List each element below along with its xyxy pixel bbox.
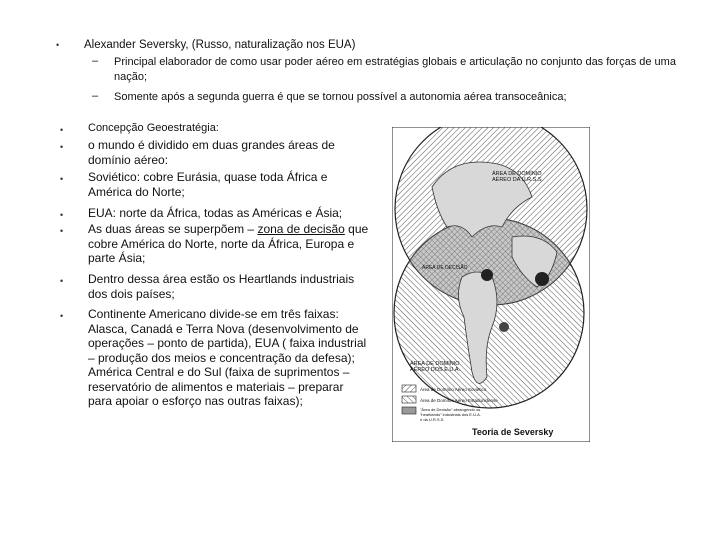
dash-1: –: [92, 55, 99, 67]
bullet-point-1: •: [60, 142, 64, 152]
label-decision: ÁREA DE DECISÃO: [422, 265, 468, 271]
point-world-divided: o mundo é dividido em duas grandes áreas de domínio aéreo:: [88, 138, 335, 167]
bullet-point-3: •: [60, 210, 64, 220]
bullet-point-2: •: [60, 174, 64, 184]
bullet-header: •: [56, 40, 60, 50]
overlap-text-before: As duas áreas se superpõem –: [88, 222, 258, 236]
bullet-point-5: •: [60, 276, 64, 286]
bullet-point-6: •: [60, 311, 64, 321]
decision-zone-term: zona de decisão: [257, 222, 345, 236]
header-title: Alexander Seversky, (Russo, naturalização nos EUA): [84, 39, 356, 51]
south-marker: [499, 322, 509, 332]
legend-decision: "Área de Decisão" abrangendo os "heartlands" industriais dos E.U.A. e da U.R.S.S.: [420, 407, 481, 422]
legend-swatch-decision: [402, 407, 416, 414]
legend-swatch-ussr: [402, 385, 416, 392]
map-caption: Teoria de Seversky: [472, 427, 554, 437]
point-overlap: [88, 222, 370, 266]
legend-ussr: Área de Domínio Aéreo Soviético: [420, 387, 487, 392]
bullet-point-4: •: [60, 226, 64, 236]
bullet-concept: •: [60, 125, 64, 135]
seversky-map-figure: [392, 127, 590, 442]
seversky-map: [392, 127, 590, 442]
legend-swatch-usa: [402, 396, 416, 403]
usa-heartland-marker: [481, 269, 493, 281]
point-usa: EUA: norte da África, todas as Américas e Ásia;: [88, 206, 343, 220]
point-american-continent: Continente Americano divide-se em três faixas: Alasca, Canadá e Terra Nova (desenvolvimento de operações – ponto de partida), EUA ( faixa industrial – produção dos meios e concentração da defesa); América Central e do Sul (faixa de suprimentos – reservatório de alimentos e materiais – preparar para apoiar o esforço nas outras faixas);: [88, 307, 367, 408]
overlap-text-after: que cobre América do Norte, norte da África, Europa e parte Ásia;: [88, 222, 369, 265]
concept-heading: Concepção Geoestratégia:: [88, 122, 219, 134]
label-ussr: ÁREA DE DOMÍNIO AÉREO DA U.R.S.S.: [492, 171, 544, 183]
label-usa: ÁREA DE DOMÍNIO AÉREO DOS E.U.A.: [410, 361, 461, 373]
point-soviet: Soviético: cobre Eurásia, quase toda África e América do Norte;: [88, 170, 328, 199]
header-subitem-2: Somente após a segunda guerra é que se tornou possível a autonomia aérea transoceânica;: [114, 91, 567, 103]
ussr-heartland-marker: [535, 272, 549, 286]
point-heartlands: Dentro dessa área estão os Heartlands industriais dos dois países;: [88, 272, 355, 301]
legend-usa: Área de Domínio Aéreo Estadunidense: [420, 398, 498, 403]
header-subitem-1: Principal elaborador de como usar poder aéreo em estratégias globais e articulação no conjunto das forças de uma nação;: [114, 56, 676, 83]
dash-2: –: [92, 90, 99, 102]
